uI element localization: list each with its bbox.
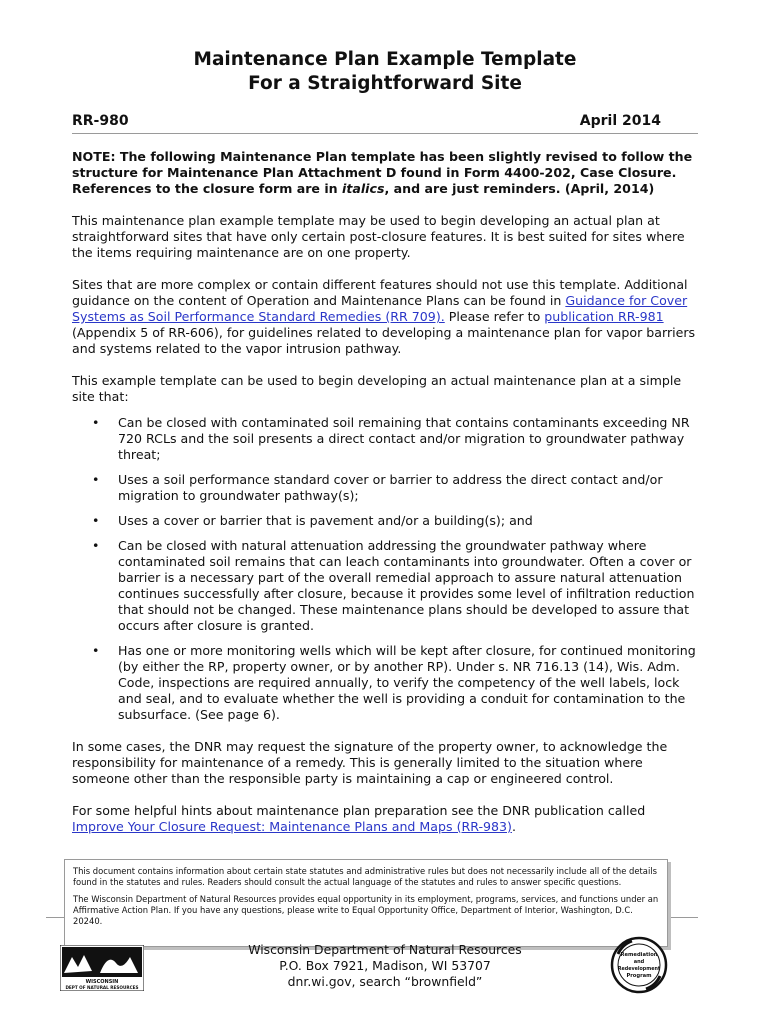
wisconsin-dnr-logo [60, 945, 144, 991]
rr981-publication-link[interactable]: publication RR-981 [544, 309, 664, 324]
list-item-text: Can be closed with contaminated soil remaining that contains contaminants exceeding NR 720 RCLs and the soil presents a direct contact and/or migration to groundwater pathway threat; [118, 415, 690, 462]
list-item-text: Uses a soil performance standard cover or barrier to address the direct contact and/or migration to groundwater pathway(s); [118, 472, 663, 503]
logo-text-redevelopment: Redevelopment [617, 967, 661, 972]
complex-text-3: (Appendix 5 of RR-606), for guidelines related to developing a maintenance plan for vapor barriers and systems related to the vapor intrusion pathway. [72, 325, 696, 356]
list-item [72, 538, 698, 634]
dnr-request-paragraph: In some cases, the DNR may request the signature of the property owner, to acknowledge the responsibility for maintenance of a remedy. This is generally limited to the situation where someone other than the responsible party is maintaining a cap or engineered control. [72, 739, 668, 786]
list-item-text: Can be closed with natural attenuation addressing the groundwater pathway where contaminated soil remains that can leach contaminants into groundwater. Often a cover or barrier is a necessary part of the overall remedial approach to assure natural attenuation continues successfully after closure, because it provides some level of infiltration reduction that should not be changed. These maintenance plans should be developed to assure that occurs after closure is granted. [118, 538, 695, 633]
document-date: April 2014 [579, 113, 661, 129]
list-item-text: Has one or more monitoring wells which will be kept after closure, for continued monitoring (by either the RP, property owner, or by another RP). Under s. NR 716.13 (14), Wis. Adm. Code, inspections are required annually, to verify the competency of the well labels, lock and seal, and to evaluate whether the well is providing a conduit for contamination to the subsurface. (See page 6). [118, 643, 696, 722]
note-italic: italics [342, 181, 385, 196]
title-line-1: Maintenance Plan Example Template [193, 49, 577, 70]
bullet-icon: • [92, 643, 100, 658]
logo-text-remediation: Remediation [620, 952, 658, 958]
bullet-icon: • [92, 415, 100, 430]
statutes-disclaimer: This document contains information about certain state statutes and administrative rules but does not necessarily include all of the details found in the statutes and rules. Readers should consult the actual language of the statutes and rules to answer specific questions. [73, 866, 657, 887]
list-item-text: Uses a cover or barrier that is pavement and/or a building(s); and [118, 513, 533, 528]
hints-text-1: For some helpful hints about maintenance plan preparation see the DNR publication called [72, 803, 646, 818]
rr-program-logo [610, 936, 668, 994]
logo-text-wisconsin: WISCONSIN [85, 979, 119, 985]
complex-sites-paragraph [72, 277, 698, 357]
rr709-guidance-link[interactable]: Guidance for Cover Systems as Soil Performance Standard Remedies (RR 709). [72, 293, 688, 324]
rr983-publication-link[interactable]: Improve Your Closure Request: Maintenance Plans and Maps (RR-983) [72, 819, 512, 834]
list-item [72, 415, 698, 463]
hints-text-2: . [511, 819, 516, 834]
list-item [72, 472, 698, 504]
note-text-2: , and are just reminders. (April, 2014) [384, 181, 655, 196]
footer-agency: Wisconsin Department of Natural Resources [248, 942, 522, 957]
bullet-icon: • [92, 513, 100, 528]
footer-address [236, 942, 534, 998]
complex-text-2: Please refer to [444, 309, 545, 324]
disclaimer-box [64, 859, 668, 947]
complex-text-1: Sites that are more complex or contain different features should not use this template. Additional guidance on the content of Operation and Maintenance Plans can be found in [72, 277, 688, 308]
example-intro-paragraph: This example template can be used to begin developing an actual maintenance plan at a simple site that: [72, 373, 682, 404]
intro-paragraph: This maintenance plan example template may be used to begin developing an actual plan at straightforward sites that have only certain post-closure features. It is best suited for sites where the items requiring maintenance are on one property. [72, 213, 685, 260]
footer-po-box: P.O. Box 7921, Madison, WI 53707 [279, 958, 491, 973]
equal-opportunity-statement: The Wisconsin Department of Natural Resources provides equal opportunity in its employment, programs, services, and functions under an Affirmative Action Plan. If you have any questions, please write to Equal Opportunity Office, Department of Interior, Washington, D.C. 20240. [73, 894, 659, 926]
bullet-icon: • [92, 472, 100, 487]
site-criteria-list [72, 415, 698, 723]
list-item [72, 513, 698, 529]
note-text-1: NOTE: The following Maintenance Plan template has been slightly revised to follow the structure for Maintenance Plan Attachment D found in Form 4400-202, Case Closure. References to the closure form are in [72, 149, 693, 196]
header-divider [72, 133, 698, 134]
footer-website: dnr.wi.gov, search “brownfield” [287, 974, 483, 989]
helpful-hints-paragraph [72, 803, 698, 835]
bullet-icon: • [92, 538, 100, 553]
document-id: RR-980 [72, 113, 129, 129]
logo-text-program: Program [626, 973, 652, 979]
revision-note [72, 149, 698, 197]
document-body [72, 149, 698, 851]
logo-inner-ring [618, 944, 660, 986]
list-item [72, 643, 698, 723]
title-line-2: For a Straightforward Site [248, 73, 522, 94]
logo-text-dnr: DEPT OF NATURAL RESOURCES [65, 985, 139, 990]
logo-text-and: and [633, 959, 645, 965]
page-title [72, 48, 698, 96]
